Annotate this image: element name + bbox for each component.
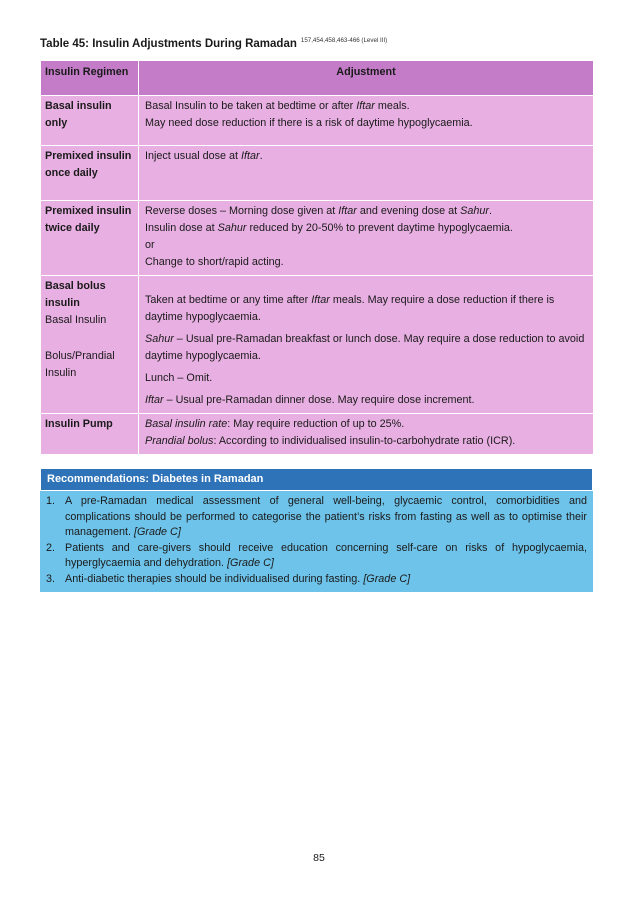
recommendations-list [46,494,587,587]
header-adjustment: Adjustment [139,61,594,96]
table-title: Table 45: Insulin Adjustments During Ramadan [40,38,297,50]
adjustment-text: Sahur – Usual pre-Ramadan breakfast or lunch dose. May require a dose reduction to avoid daytime hypoglycaemia. [145,333,585,362]
regimen-sub-basal: Basal Insulin [45,314,107,326]
table-references: 157,454,458,463-466 (Level III) [300,37,388,44]
item-text: Anti-diabetic therapies should be individualised during fasting. [Grade C] [65,572,411,585]
adjustment-cell [139,201,594,276]
adjustment-text: Change to short/rapid acting. [145,256,284,268]
item-number: 2. [46,541,56,554]
table-row [41,414,594,455]
regimen-cell [41,276,139,414]
regimen-cell [41,201,139,276]
table-header-row [41,61,594,96]
adjustment-text: Prandial bolus: According to individualised insulin-to-carbohydrate ratio (ICR). [145,435,516,447]
list-item [46,494,587,541]
item-number: 3. [46,572,56,585]
list-item [46,572,587,588]
item-text: Patients and care-givers should receive education concerning self-care on risks of hypoglycaemia, hyperglycaemia and dehydration. [Grade C] [65,541,587,569]
table-caption [40,34,600,52]
adjustment-text: Basal Insulin to be taken at bedtime or after Iftar meals. [145,100,410,112]
adjustment-cell [139,276,594,414]
adjustment-text: Inject usual dose at Iftar. [145,150,263,162]
insulin-adjustments-table [40,60,594,455]
regimen-cell [41,414,139,455]
regimen-name: Insulin Pump [45,418,113,430]
recommendations-title: Recommendations: Diabetes in Ramadan [40,468,593,491]
regimen-name: Premixed insulin once daily [45,150,132,179]
regimen-cell [41,146,139,201]
table-row [41,276,594,414]
adjustment-text: May need dose reduction if there is a risk of daytime hypoglycaemia. [145,117,473,129]
adjustment-text: or [145,239,155,251]
table-row [41,201,594,276]
adjustment-cell [139,96,594,146]
table-row [41,96,594,146]
regimen-sub-bolus: Bolus/Prandial Insulin [45,350,115,379]
adjustment-cell [139,414,594,455]
adjustment-cell [139,146,594,201]
page-number: 85 [313,852,325,864]
regimen-name: Basal insulin only [45,100,112,129]
recommendations-body [40,491,593,592]
recommendations-box [40,468,593,592]
adjustment-text: Insulin dose at Sahur reduced by 20-50% to prevent daytime hypoglycaemia. [145,222,513,234]
regimen-name: Premixed insulin twice daily [45,205,132,234]
table-row [41,146,594,201]
header-regimen: Insulin Regimen [41,61,139,96]
list-item [46,541,587,572]
adjustment-text: Basal insulin rate: May require reduction of up to 25%. [145,418,405,430]
item-text: A pre-Ramadan medical assessment of general well-being, glycaemic control, comorbidities and complications should be performed to categorise the patient’s risks from fasting as well as to optimise their management. [Grade C] [65,495,587,538]
regimen-cell [41,96,139,146]
adjustment-text: Taken at bedtime or any time after Iftar meals. May require a dose reduction if there is daytime hypoglycaemia. [145,294,555,323]
item-number: 1. [46,495,56,507]
adjustment-text: Lunch – Omit. [145,372,213,384]
adjustment-text: Reverse doses – Morning dose given at Iftar and evening dose at Sahur. [145,205,492,217]
regimen-name: Basal bolus insulin [45,280,106,309]
adjustment-text: Iftar – Usual pre-Ramadan dinner dose. May require dose increment. [145,394,475,406]
